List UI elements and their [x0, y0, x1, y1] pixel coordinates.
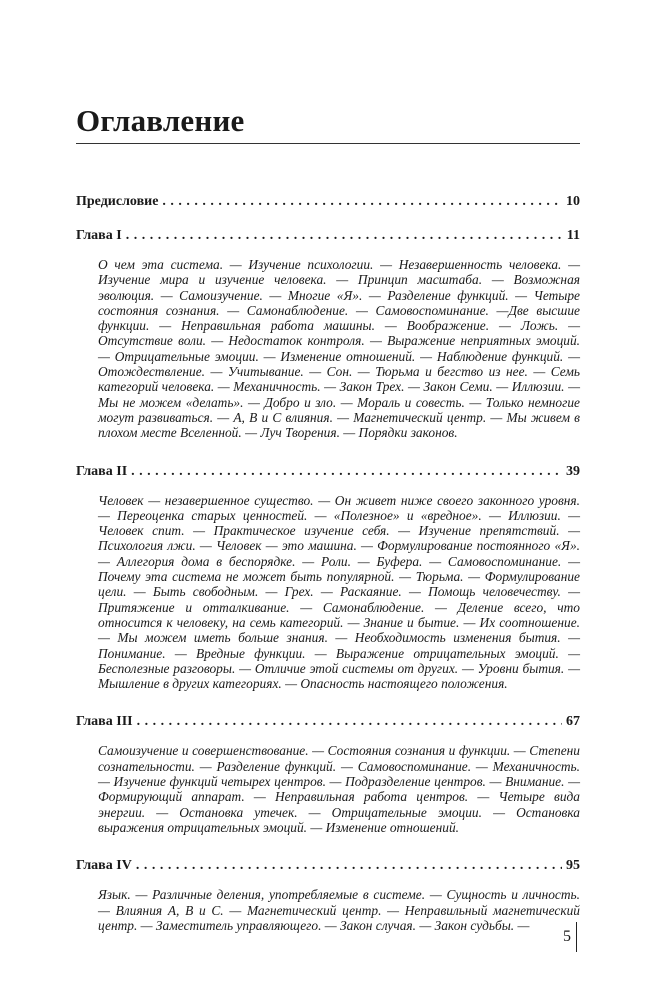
page-number-bar	[576, 922, 577, 952]
chapter-summary: Самоизучение и совершенствование. — Состояния сознания и функции. — Степени сознательности. — Разделение функций. — Самовоспоминание. — Механичность. — Изучение функций четырех центров. — Подразделение центров. — Внимание. — Формирующий аппарат. — Неправильная работа центров. — Четыре вида энергии. — Остановка утечек. — Отрицательные эмоции. — Остановка выражения отрицательных эмоций. — Изменение отношений.	[98, 743, 580, 835]
page-number: 5	[563, 928, 571, 945]
toc-entry-label: Глава III	[76, 714, 133, 730]
toc-entry-chapter-1[interactable]	[76, 227, 580, 245]
toc-entry-page: 67	[566, 714, 580, 730]
page-title: Оглавление	[76, 103, 245, 138]
dot-leader	[126, 227, 563, 245]
chapter-summary: О чем эта система. — Изучение психологии. — Незавершенность человека. — Изучение мира и изучение человека. — Принцип масштаба. — Возможная эволюция. — Самоизучение. — Многие «Я». — Разделение функций. — Четыре состояния сознания. — Самонаблюдение. — Самовоспоминание. —Две высшие функции. — Неправильная работа машины. — Воображение. — Ложь. — Отсутствие воли. — Недостаток контроля. — Выражение неприятных эмоций. — Отрицательные эмоции. — Изменение отношений. — Наблюдение функций. — Отождествление. — Учитывание. — Сон. — Тюрьма и бегство из нее. — Семь категорий человека. — Механичность. — Закон Трех. — Закон Семи. — Иллюзии. — Мы не можем «делать». — Добро и зло. — Мораль и совесть. — Только немногие могут развиваться. — А, В и С влияния. — Магнетический центр. — Мы живем в плохом месте Вселенной. — Луч Творения. — Порядки законов.	[98, 257, 580, 441]
dot-leader	[137, 713, 562, 731]
title-rule	[76, 143, 580, 144]
toc-entry-label: Глава IV	[76, 858, 132, 874]
toc-entry-page: 10	[566, 194, 580, 209]
toc-entry-page: 11	[566, 228, 580, 243]
toc-entry-label: Предисловие	[76, 194, 159, 209]
toc-entry-chapter-2[interactable]	[76, 463, 580, 481]
toc-entry-page: 39	[566, 463, 580, 479]
toc-entry-page: 95	[566, 858, 580, 874]
toc-entry-label: Глава I	[76, 228, 122, 243]
page-number-block	[563, 922, 577, 952]
dot-leader	[136, 857, 562, 875]
table-of-contents	[76, 193, 580, 933]
toc-entry-label: Глава II	[76, 463, 128, 479]
toc-entry-chapter-3[interactable]	[76, 713, 580, 731]
chapter-summary: Язык. — Различные деления, употребляемые в системе. — Сущность и личность. — Влияния А, В и С. — Магнетический центр. — Неправильный магнетический центр. — Заместитель управляющего. — Закон случая. — Закон судьбы. —	[98, 887, 580, 933]
toc-entry-preface[interactable]	[76, 193, 580, 211]
toc-entry-chapter-4[interactable]	[76, 857, 580, 875]
chapter-summary: Человек — незавершенное существо. — Он живет ниже своего законного уровня. — Переоценка старых ценностей. — «Полезное» и «вредное». — Иллюзии. — Человек спит. — Практическое изучение себя. — Изучение препятствий. — Психология лжи. — Человек — это машина. — Формулирование постоянного «Я». — Аллегория дома в беспорядке. — Роли. — Буфера. — Самовоспоминание. — Почему эта система не может быть популярной. — Тюрьма. — Формулирование цели. — Быть свободным. — Грех. — Раскаяние. — Помощь человечеству. — Притяжение и отталкивание. — Самонаблюдение. — Деление всего, что относится к человеку, на семь категорий. — Знание и бытие. — Их соотношение. — Мы можем иметь больше знания. — Необходимость изменения бытия. — Понимание. — Вредные функции. — Выражение отрицательных эмоций. — Бесполезные разговоры. — Отличие этой системы от других. — Уровни бытия. — Мышление в других категориях. — Опасность настоящего положения.	[98, 492, 580, 692]
dot-leader	[162, 193, 562, 211]
dot-leader	[131, 463, 562, 481]
